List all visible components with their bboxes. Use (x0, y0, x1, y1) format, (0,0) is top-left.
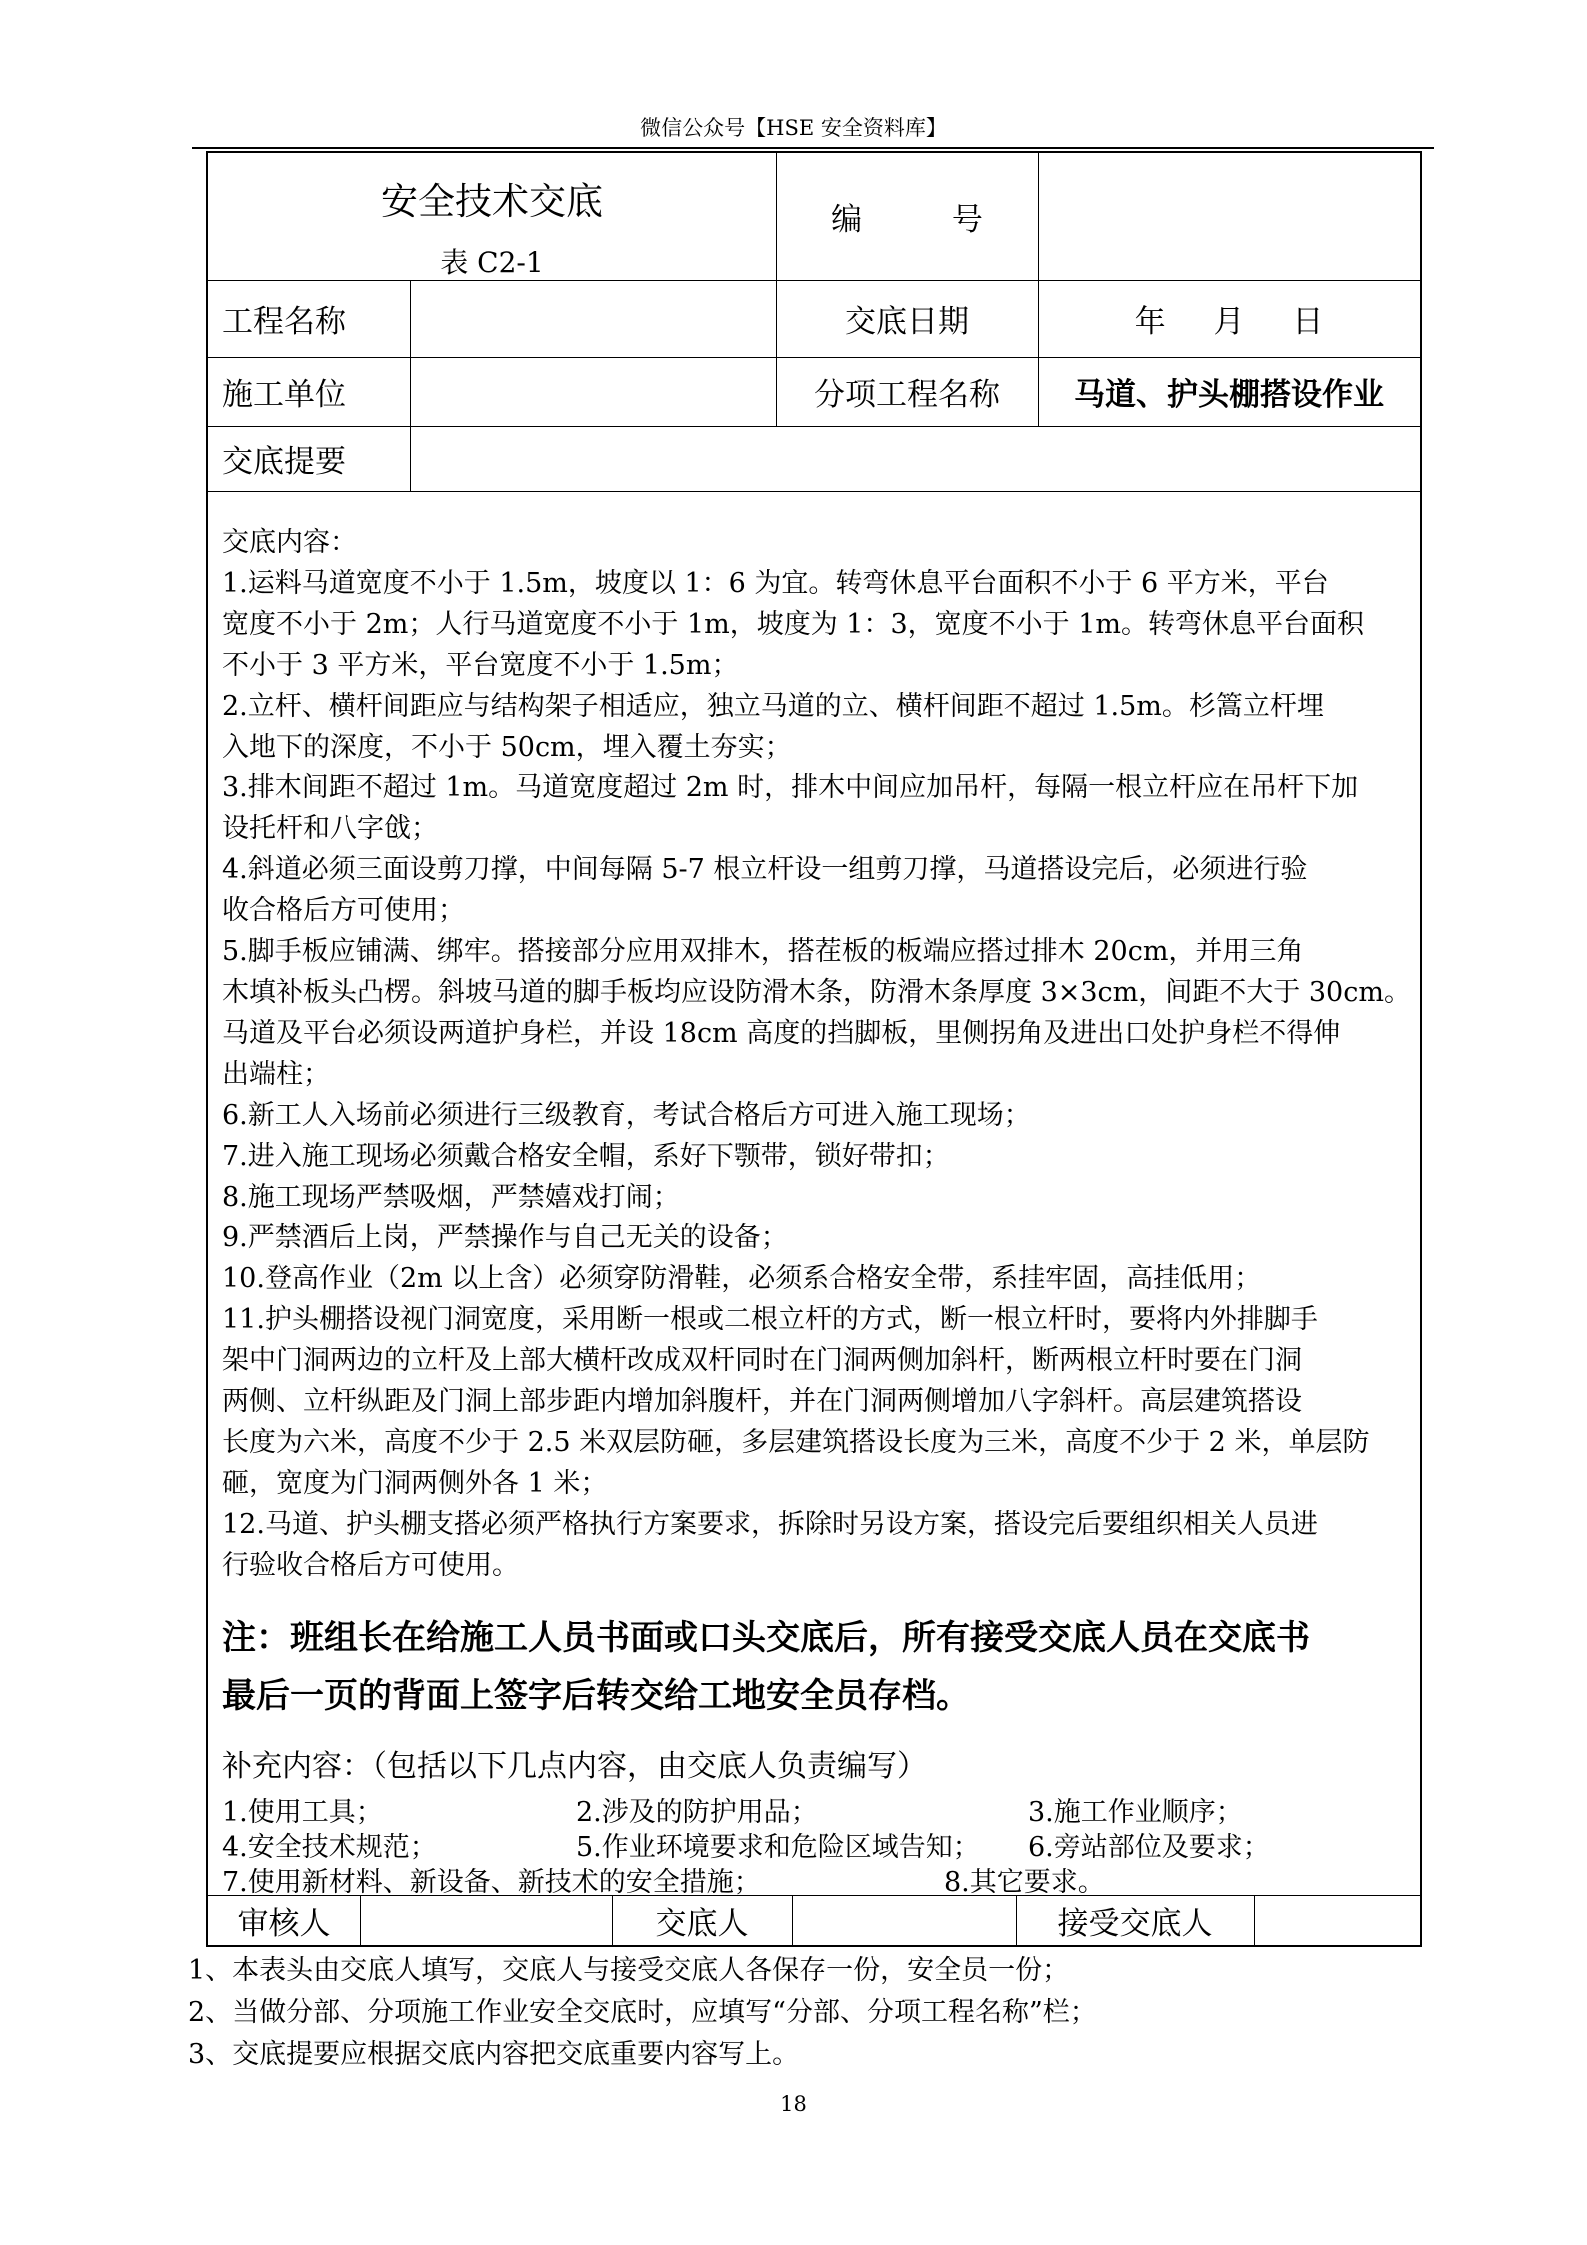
content-line: 两侧、立杆纵距及门洞上部步距内增加斜腹杆，并在门洞两侧增加八字斜杆。高层建筑搭设 (222, 1386, 1302, 1418)
sub-project-value: 马道、护头棚搭设作业 (1074, 377, 1384, 413)
note-line: 最后一页的背面上签字后转交给工地安全员存档。 (222, 1676, 970, 1716)
unit-field[interactable] (410, 357, 776, 426)
date-label: 交底日期 (845, 304, 969, 340)
supplement-item: 2.涉及的防护用品； (576, 1797, 818, 1828)
unit-label: 施工单位 (222, 377, 346, 413)
content-line: 9.严禁酒后上岗，严禁操作与自己无关的设备； (222, 1222, 788, 1254)
content-line: 收合格后方可使用； (222, 895, 465, 927)
supplement-item: 1.使用工具； (222, 1797, 383, 1828)
supplement-item: 4.安全技术规范； (222, 1832, 437, 1863)
date-field[interactable]: 年 月 日 (1134, 304, 1324, 340)
supplement-item: 6.旁站部位及要求； (1028, 1832, 1270, 1863)
content-line: 入地下的深度，不小于 50cm，埋入覆土夯实； (222, 731, 792, 763)
page-number: 18 (780, 2092, 807, 2116)
content-line: 设托杆和八字戗； (222, 813, 438, 845)
content-line: 3.排木间距不超过 1m。马道宽度超过 2m 时，排木中间应加吊杆，每隔一根立杆应在吊杆下加 (222, 772, 1359, 804)
number-field[interactable] (1038, 153, 1420, 280)
content-line: 4.斜道必须三面设剪刀撑，中间每隔 5-7 根立杆设一组剪刀撑，马道搭设完后，必须进行验 (222, 854, 1308, 886)
content-line: 不小于 3 平方米，平台宽度不小于 1.5m； (222, 649, 739, 681)
reviewer-field[interactable] (360, 1895, 612, 1945)
discloser-field[interactable] (792, 1895, 1016, 1945)
discloser-label: 交底人 (655, 1905, 749, 1942)
disclosure-content (222, 523, 1412, 1587)
content-line: 6.新工人入场前必须进行三级教育，考试合格后方可进入施工现场； (222, 1099, 1031, 1131)
content-line: 交底内容： (222, 527, 357, 558)
page-header: 微信公众号【HSE 安全资料库】 (640, 116, 947, 140)
content-line: 木填补板头凸楞。斜坡马道的脚手板均应设防滑木条，防滑木条厚度 3×3cm，间距不大于 30cm。 (222, 976, 1411, 1008)
content-line: 长度为六米，高度不少于 2.5 米双层防砸，多层建筑搭设长度为三米，高度不少于 2 米，单层防 (222, 1426, 1370, 1458)
content-line: 7.进入施工现场必须戴合格安全帽，系好下颚带，锁好带扣； (222, 1140, 950, 1172)
content-line: 10.登高作业（2m 以上含）必须穿防滑鞋，必须系合格安全带，系挂牢固，高挂低用； (222, 1263, 1262, 1295)
receiver-field[interactable] (1254, 1895, 1420, 1945)
content-line: 砸，宽度为门洞两侧外各 1 米； (222, 1467, 608, 1499)
content-line: 2.立杆、横杆间距应与结构架子相适应，独立马道的立、横杆间距不超过 1.5m。杉篙立杆埋 (222, 690, 1324, 722)
supplement-item: 3.施工作业顺序； (1028, 1797, 1243, 1828)
note (222, 1609, 1412, 1725)
content-line: 宽度不小于 2m；人行马道宽度不小于 1m，坡度为 1：3，宽度不小于 1m。转弯休息平台面积 (222, 608, 1365, 640)
content-line: 11.护头棚搭设视门洞宽度，采用断一根或二根立杆的方式，断一根立杆时，要将内外排脚手 (222, 1304, 1318, 1336)
content-line: 5.脚手板应铺满、绑牢。搭接部分应用双排木，搭茬板的板端应搭过排木 20cm，并用三角 (222, 936, 1304, 968)
footnote-line: 2、当做分部、分项施工作业安全交底时，应填写“分部、分项工程名称”栏； (188, 1997, 1097, 2028)
note-line: 注：班组长在给施工人员书面或口头交底后，所有接受交底人员在交底书 (222, 1618, 1310, 1658)
footnotes (188, 1950, 1097, 2076)
supplement-item: 8.其它要求。 (944, 1867, 1105, 1898)
footnote-line: 1、本表头由交底人填写，交底人与接受交底人各保存一份，安全员一份； (188, 1955, 1070, 1986)
form-title: 安全技术交底 (381, 180, 603, 223)
form-code: 表 C2-1 (440, 246, 544, 279)
project-name-label: 工程名称 (222, 304, 346, 340)
content-line: 1.运料马道宽度不小于 1.5m，坡度以 1：6 为宜。转弯休息平台面积不小于 6 平方米，平台 (222, 567, 1329, 599)
receiver-label: 接受交底人 (1057, 1905, 1213, 1942)
project-name-field[interactable] (410, 280, 776, 357)
content-line: 出端柱； (222, 1058, 330, 1090)
supplement-item: 7.使用新材料、新设备、新技术的安全措施； (222, 1867, 761, 1898)
content-line: 马道及平台必须设两道护身栏，并设 18cm 高度的挡脚板，里侧拐角及进出口处护身栏不得伸 (222, 1017, 1341, 1049)
content-line: 12.马道、护头棚支搭必须严格执行方案要求，拆除时另设方案，搭设完后要组织相关人员进 (222, 1508, 1318, 1540)
content-line: 行验收合格后方可使用。 (222, 1549, 519, 1581)
header-rule (192, 147, 1434, 149)
summary-label: 交底提要 (222, 444, 346, 480)
summary-field[interactable] (410, 426, 1420, 491)
number-label: 编 号 (831, 202, 1023, 238)
supplement-item: 5.作业环境要求和危险区域告知； (576, 1832, 980, 1863)
safety-disclosure-form (206, 151, 1422, 1947)
footnote-line: 3、交底提要应根据交底内容把交底重要内容写上。 (188, 2039, 800, 2070)
supplement-title: 补充内容：（包括以下几点内容，由交底人负责编写） (222, 1749, 927, 1784)
content-line: 8.施工现场严禁吸烟，严禁嬉戏打闹； (222, 1181, 680, 1213)
reviewer-label: 审核人 (237, 1905, 331, 1942)
content-line: 架中门洞两边的立杆及上部大横杆改成双杆同时在门洞两侧加斜杆，断两根立杆时要在门洞 (222, 1345, 1302, 1377)
row-divider (208, 491, 1420, 492)
sub-project-label: 分项工程名称 (814, 377, 1000, 413)
